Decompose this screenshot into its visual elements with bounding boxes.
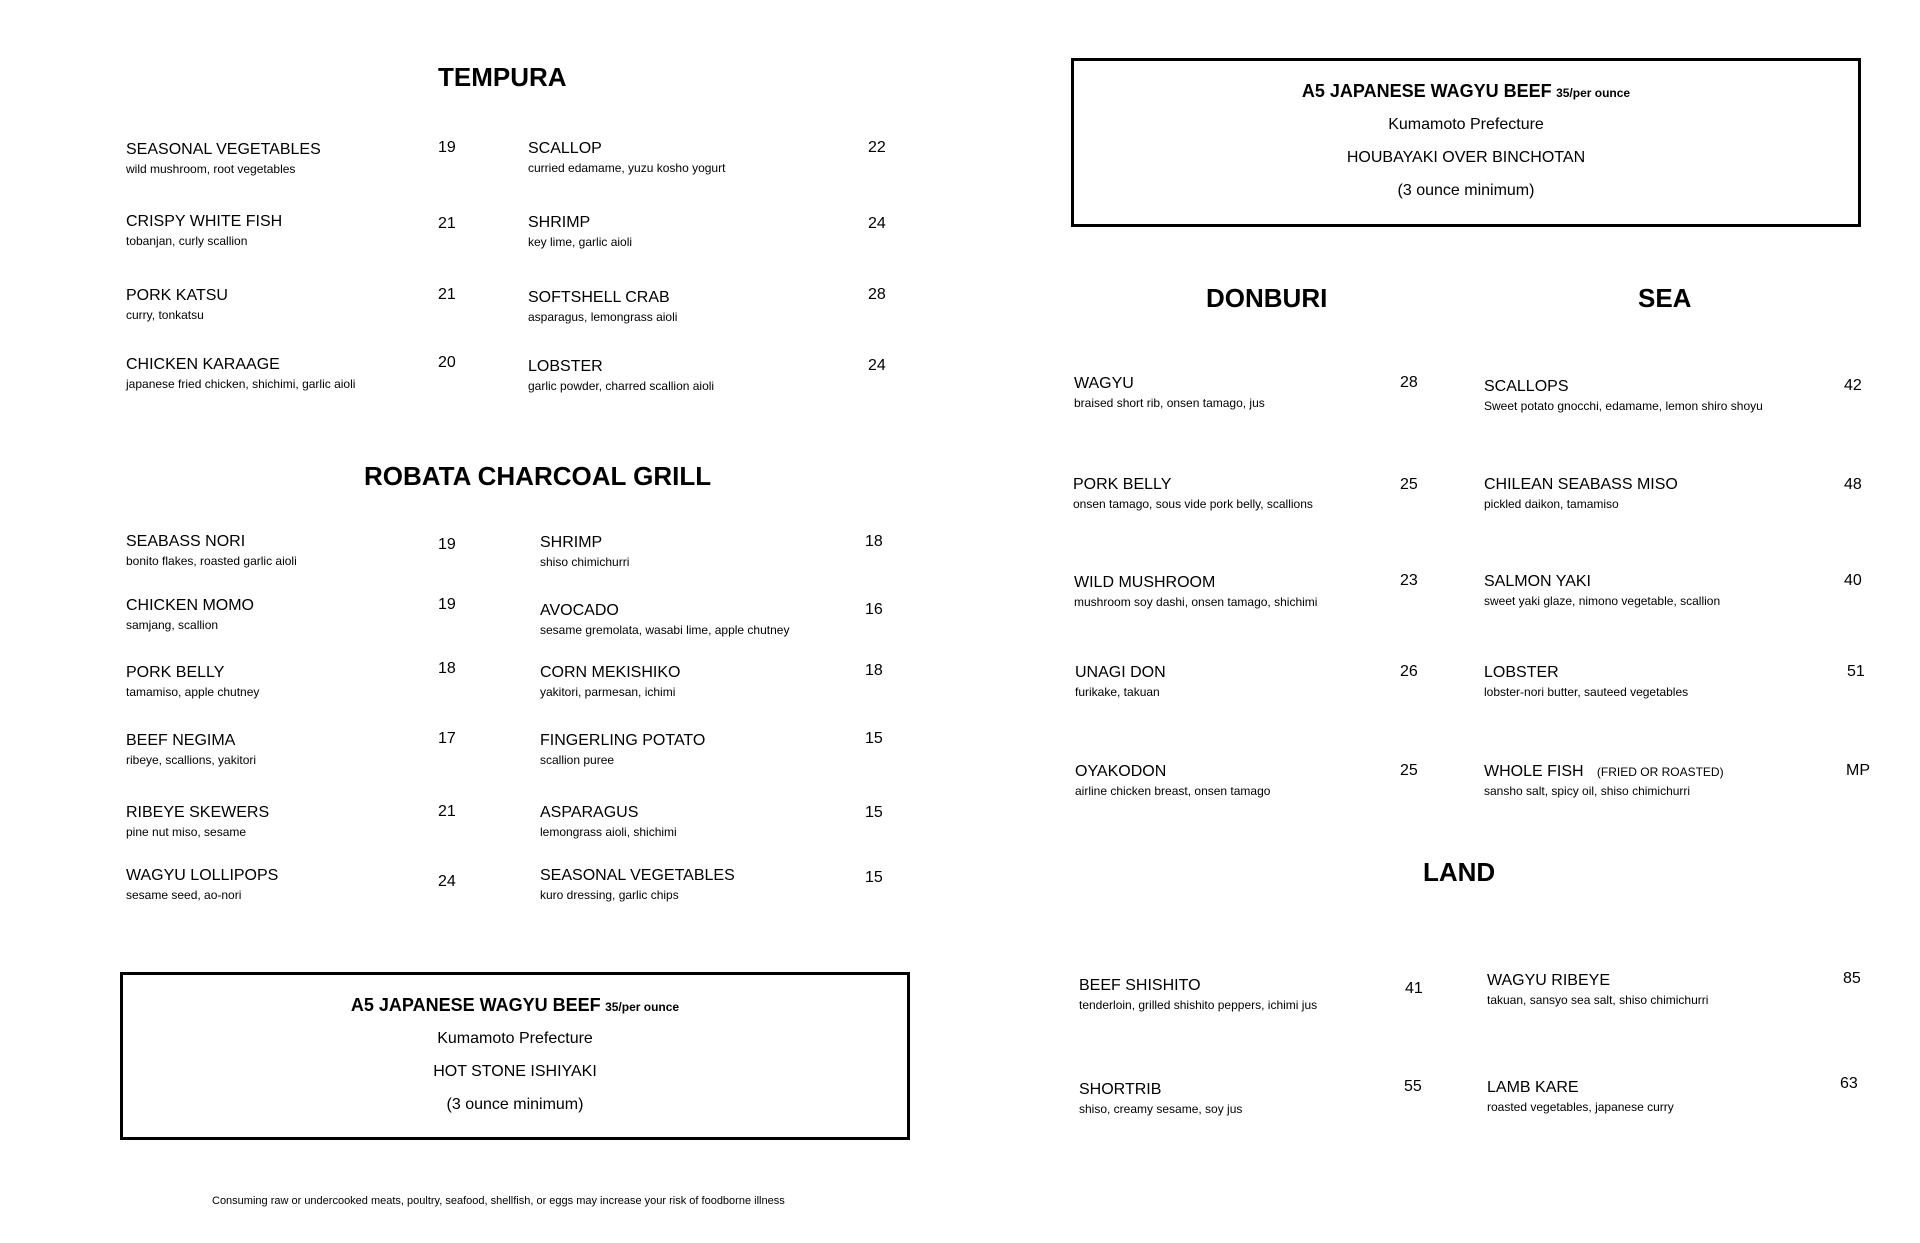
item-desc: asparagus, lemongrass aioli bbox=[528, 310, 678, 324]
item-desc: sesame gremolata, wasabi lime, apple chutney bbox=[540, 623, 790, 637]
item-name: CHILEAN SEABASS MISO bbox=[1484, 476, 1678, 493]
menu-item bbox=[1079, 1080, 1242, 1117]
item-name: AVOCADO bbox=[540, 602, 619, 619]
item-desc: samjang, scallion bbox=[126, 618, 219, 632]
menu-item bbox=[1079, 976, 1317, 1013]
menu-item bbox=[528, 213, 632, 250]
item-name: UNAGI DON bbox=[1075, 664, 1166, 681]
menu-item bbox=[528, 357, 714, 394]
menu-item bbox=[540, 866, 735, 903]
item-name-line bbox=[1484, 762, 1724, 782]
item-name: SALMON YAKI bbox=[1484, 573, 1591, 590]
item-name: OYAKODON bbox=[1075, 763, 1167, 780]
menu-item bbox=[126, 355, 355, 392]
item-desc: roasted vegetables, japanese curry bbox=[1487, 1100, 1674, 1114]
item-name: ASPARAGUS bbox=[540, 804, 639, 821]
item-name: WAGYU LOLLIPOPS bbox=[126, 867, 279, 884]
wagyu-style: HOUBAYAKI OVER BINCHOTAN bbox=[1346, 149, 1586, 166]
item-desc: tenderloin, grilled shishito peppers, ichimi jus bbox=[1079, 998, 1318, 1012]
wagyu-title: A5 JAPANESE WAGYU BEEF bbox=[350, 995, 601, 1015]
menu-item bbox=[540, 731, 705, 768]
menu-item bbox=[126, 731, 256, 768]
menu-item bbox=[1484, 572, 1720, 609]
item-desc: scallion puree bbox=[540, 753, 615, 767]
menu-item bbox=[126, 286, 228, 323]
item-desc: airline chicken breast, onsen tamago bbox=[1075, 784, 1271, 798]
item-price: 19 bbox=[438, 139, 456, 156]
item-price: 42 bbox=[1844, 377, 1862, 394]
item-name: SHRIMP bbox=[540, 534, 603, 551]
item-name: FINGERLING POTATO bbox=[540, 732, 706, 749]
item-name: SOFTSHELL CRAB bbox=[528, 289, 670, 306]
wagyu-title-line bbox=[123, 995, 907, 1016]
item-price: 15 bbox=[865, 869, 883, 886]
item-price: 18 bbox=[438, 660, 456, 677]
item-price: MP bbox=[1846, 762, 1870, 779]
item-price: 21 bbox=[438, 215, 456, 232]
menu-item bbox=[528, 139, 725, 176]
item-price: 23 bbox=[1400, 572, 1418, 589]
tempura-heading: TEMPURA bbox=[438, 62, 567, 92]
item-price: 40 bbox=[1844, 572, 1862, 589]
item-name: LOBSTER bbox=[528, 358, 603, 375]
menu-item bbox=[126, 532, 297, 569]
menu-item bbox=[1487, 971, 1708, 1008]
item-price: 51 bbox=[1847, 663, 1865, 680]
item-name: WAGYU RIBEYE bbox=[1487, 972, 1610, 989]
item-desc: shiso, creamy sesame, soy jus bbox=[1079, 1102, 1243, 1116]
item-name: PORK BELLY bbox=[1073, 476, 1172, 493]
wagyu-title-line bbox=[1074, 81, 1858, 102]
item-desc: pine nut miso, sesame bbox=[126, 825, 247, 839]
item-desc: japanese fried chicken, shichimi, garlic aioli bbox=[126, 377, 356, 391]
item-tag: (FRIED OR ROASTED) bbox=[1596, 765, 1724, 779]
item-name: SHRIMP bbox=[528, 214, 591, 231]
item-name: CRISPY WHITE FISH bbox=[126, 213, 283, 230]
wagyu-minimum: (3 ounce minimum) bbox=[446, 1096, 584, 1113]
item-desc: wild mushroom, root vegetables bbox=[126, 162, 296, 176]
menu-item bbox=[126, 803, 269, 840]
item-name: PORK KATSU bbox=[126, 287, 228, 304]
item-price: 15 bbox=[865, 804, 883, 821]
disclaimer: Consuming raw or undercooked meats, poultry, seafood, shellfish, or eggs may increase your risk of foodborne illness bbox=[212, 1195, 785, 1207]
item-price: 17 bbox=[438, 730, 456, 747]
item-desc: furikake, takuan bbox=[1075, 685, 1160, 699]
item-price: 26 bbox=[1400, 663, 1418, 680]
item-desc: Sweet potato gnocchi, edamame, lemon shiro shoyu bbox=[1484, 399, 1763, 413]
item-name: SCALLOP bbox=[528, 140, 602, 157]
item-name: CHICKEN MOMO bbox=[126, 597, 254, 614]
item-desc: sansho salt, spicy oil, shiso chimichurri bbox=[1484, 784, 1691, 798]
item-desc: shiso chimichurri bbox=[540, 555, 630, 569]
item-price: 28 bbox=[1400, 374, 1418, 391]
item-name: BEEF NEGIMA bbox=[126, 732, 236, 749]
menu-item bbox=[540, 533, 629, 570]
wagyu-feature-box bbox=[120, 972, 910, 1140]
menu-item bbox=[1075, 663, 1166, 700]
item-desc: pickled daikon, tamamiso bbox=[1484, 497, 1619, 511]
item-desc: braised short rib, onsen tamago, jus bbox=[1074, 396, 1265, 410]
menu-item bbox=[528, 288, 677, 325]
item-desc: sweet yaki glaze, nimono vegetable, scallion bbox=[1484, 594, 1721, 608]
item-desc: mushroom soy dashi, onsen tamago, shichimi bbox=[1074, 595, 1318, 609]
menu-item bbox=[126, 663, 259, 700]
item-name: PORK BELLY bbox=[126, 664, 225, 681]
menu-item bbox=[540, 803, 677, 840]
menu-item bbox=[1484, 663, 1688, 700]
item-desc: bonito flakes, roasted garlic aioli bbox=[126, 554, 297, 568]
item-price: 21 bbox=[438, 803, 456, 820]
item-price: 48 bbox=[1844, 476, 1862, 493]
menu-item bbox=[1075, 762, 1270, 799]
item-desc: curried edamame, yuzu kosho yogurt bbox=[528, 161, 726, 175]
item-name: SEASONAL VEGETABLES bbox=[126, 141, 321, 158]
menu-item bbox=[1484, 475, 1678, 512]
wagyu-price-note: 35/per ounce bbox=[605, 1000, 680, 1014]
item-price: 19 bbox=[438, 536, 456, 553]
item-desc: takuan, sansyo sea salt, shiso chimichurri bbox=[1487, 993, 1709, 1007]
item-name: LAMB KARE bbox=[1487, 1079, 1579, 1096]
item-price: 28 bbox=[868, 286, 886, 303]
item-price: 15 bbox=[865, 730, 883, 747]
item-price: 85 bbox=[1843, 970, 1861, 987]
item-desc: onsen tamago, sous vide pork belly, scallions bbox=[1073, 497, 1313, 511]
item-desc: kuro dressing, garlic chips bbox=[540, 888, 679, 902]
item-name: SCALLOPS bbox=[1484, 378, 1569, 395]
item-name: BEEF SHISHITO bbox=[1079, 977, 1201, 994]
item-price: 25 bbox=[1400, 762, 1418, 779]
menu-item bbox=[1074, 573, 1317, 610]
donburi-heading: DONBURI bbox=[1206, 283, 1328, 313]
menu-item bbox=[1074, 374, 1265, 411]
item-price: 63 bbox=[1840, 1075, 1858, 1092]
item-desc: curry, tonkatsu bbox=[126, 308, 204, 322]
menu-item bbox=[1073, 475, 1313, 512]
item-price: 20 bbox=[438, 354, 456, 371]
item-name: WILD MUSHROOM bbox=[1074, 574, 1216, 591]
item-desc: key lime, garlic aioli bbox=[528, 235, 633, 249]
item-desc: ribeye, scallions, yakitori bbox=[126, 753, 257, 767]
menu-item bbox=[126, 140, 321, 177]
wagyu-title: A5 JAPANESE WAGYU BEEF bbox=[1301, 81, 1552, 101]
land-heading: LAND bbox=[1423, 857, 1496, 887]
menu-item bbox=[1487, 1078, 1674, 1115]
item-name: SHORTRIB bbox=[1079, 1081, 1162, 1098]
item-desc: garlic powder, charred scallion aioli bbox=[528, 379, 715, 393]
wagyu-feature-box bbox=[1071, 58, 1861, 227]
item-name: LOBSTER bbox=[1484, 664, 1559, 681]
item-price: 55 bbox=[1404, 1078, 1422, 1095]
item-price: 25 bbox=[1400, 476, 1418, 493]
item-price: 24 bbox=[868, 357, 886, 374]
item-name: SEASONAL VEGETABLES bbox=[540, 867, 735, 884]
item-price: 22 bbox=[868, 139, 886, 156]
wagyu-origin: Kumamoto Prefecture bbox=[437, 1030, 593, 1047]
wagyu-price-note: 35/per ounce bbox=[1556, 86, 1631, 100]
item-price: 21 bbox=[438, 286, 456, 303]
wagyu-minimum: (3 ounce minimum) bbox=[1397, 182, 1535, 199]
robata-heading: ROBATA CHARCOAL GRILL bbox=[364, 461, 712, 491]
menu-item bbox=[126, 866, 278, 903]
menu-item bbox=[1484, 762, 1724, 799]
sea-heading: SEA bbox=[1638, 283, 1692, 313]
menu-item bbox=[1484, 377, 1763, 414]
item-desc: sesame seed, ao-nori bbox=[126, 888, 242, 902]
menu-item bbox=[540, 663, 680, 700]
item-name: CHICKEN KARAAGE bbox=[126, 356, 280, 373]
item-price: 16 bbox=[865, 601, 883, 618]
item-price: 24 bbox=[868, 215, 886, 232]
item-name: WHOLE FISH bbox=[1484, 763, 1584, 780]
item-name: SEABASS NORI bbox=[126, 533, 246, 550]
wagyu-origin: Kumamoto Prefecture bbox=[1388, 116, 1544, 133]
item-price: 19 bbox=[438, 596, 456, 613]
item-desc: tobanjan, curly scallion bbox=[126, 234, 248, 248]
item-name: RIBEYE SKEWERS bbox=[126, 804, 270, 821]
item-price: 24 bbox=[438, 873, 456, 890]
item-name: WAGYU bbox=[1074, 375, 1134, 392]
item-price: 41 bbox=[1405, 980, 1423, 997]
item-desc: lobster-nori butter, sauteed vegetables bbox=[1484, 685, 1689, 699]
item-price: 18 bbox=[865, 533, 883, 550]
wagyu-style: HOT STONE ISHIYAKI bbox=[433, 1063, 597, 1080]
item-desc: lemongrass aioli, shichimi bbox=[540, 825, 677, 839]
menu-item bbox=[126, 212, 282, 249]
item-name: CORN MEKISHIKO bbox=[540, 664, 681, 681]
item-desc: yakitori, parmesan, ichimi bbox=[540, 685, 676, 699]
item-desc: tamamiso, apple chutney bbox=[126, 685, 260, 699]
item-price: 18 bbox=[865, 662, 883, 679]
menu-item bbox=[126, 596, 254, 633]
menu-item bbox=[540, 601, 789, 638]
